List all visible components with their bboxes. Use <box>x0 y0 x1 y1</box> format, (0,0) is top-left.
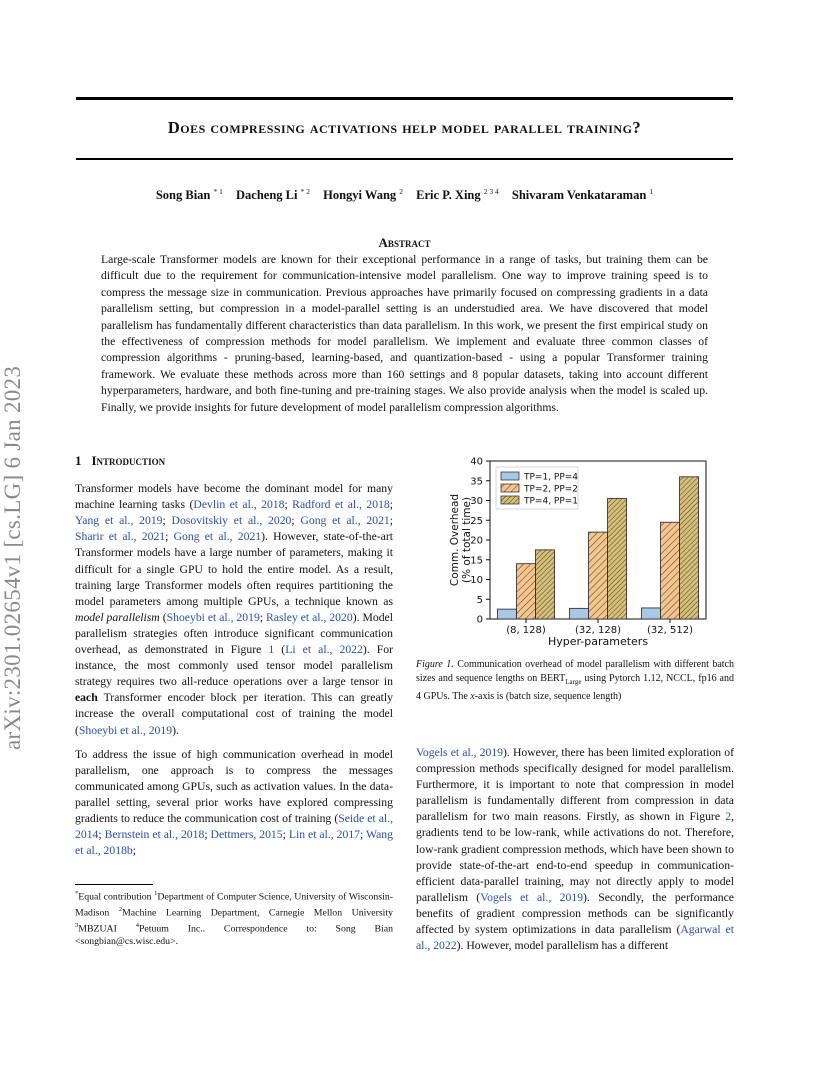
chart-legend <box>496 467 578 509</box>
citation-link[interactable]: Agarwal et al., 2022 <box>416 923 734 953</box>
title-rule-bottom <box>76 158 733 160</box>
figure-reference-link[interactable]: 1 <box>268 643 275 657</box>
citation-link[interactable]: Vogels et al., 2019 <box>416 746 504 759</box>
affiliation-footnote: *Equal contribution $^1$Department of Computer Science, University of Wisconsin-Madison $^2$Machine Learning Department, Carnegie Mellon University $^3$MBZUAI $^4$Petuum Inc.. Correspondence to: Song Bian <songbian@cs.wisc.edu>. <box>75 890 393 947</box>
x-tick-label: (32, 512) <box>647 625 693 636</box>
author-5: Shivaram Venkataraman $^1$ <box>511 187 654 203</box>
citation-link[interactable]: Gong et al., 2021 <box>173 530 262 544</box>
arxiv-identifier-stamp: arXiv:2301.02654v1 [cs.LG] 6 Jan 2023 <box>0 365 25 750</box>
author-3: Hongyi Wang $^2$ <box>323 187 404 203</box>
left-column <box>75 453 393 867</box>
y-tick-label: 5 <box>476 594 483 606</box>
y-tick-label: 40 <box>470 456 483 468</box>
legend-label: TP=2, PP=2 <box>524 484 579 495</box>
emphasis-each: each <box>75 691 98 705</box>
author-1: Song Bian $^{* 1}$ <box>155 187 223 203</box>
citation-link[interactable]: Seide et al., 2014 <box>75 811 393 842</box>
x-tick-label: (32, 128) <box>575 625 621 636</box>
emphasis-model-parallelism: model parallelism <box>75 610 160 624</box>
citation-link[interactable]: Shoeybi et al., 2019 <box>166 610 260 624</box>
legend-label: TP=4, PP=1 <box>524 496 579 507</box>
citation-link[interactable]: Gong et al., 2021 <box>300 514 390 528</box>
figure-reference-link[interactable]: 2 <box>725 810 732 824</box>
legend-swatch <box>501 496 519 504</box>
citation-link[interactable]: Wang et al., 2018b <box>75 828 393 858</box>
y-tick-label: 10 <box>470 575 483 586</box>
bar-3-2 <box>608 499 627 619</box>
citation-link[interactable]: Shoeybi et al., 2019 <box>78 723 173 737</box>
bar-1-1 <box>498 609 517 619</box>
footnote-rule <box>75 884 153 885</box>
section-heading-introduction: 1 Introduction <box>75 453 166 468</box>
author-4: Eric P. Xing $^{2 3 4}$ <box>416 187 499 203</box>
citation-link[interactable]: Sharir et al., 2021 <box>75 530 166 544</box>
citation-link[interactable]: Devlin et al., 2018 <box>193 498 285 512</box>
intro-paragraph-1: Transformer models have become the dominant model for many machine learning tasks (Devlin et al., 2018; Radford et al., 2018; Yang et al., 2019; Dosovitskiy et al., 2020; Gong et al., 2021; Sharir et al., 2021; Gong et al., 2021). However, state-of-the-art Transformer models have a large number of parameters, making it difficult for a single GPU to hold the entire model. As a result, training large Transformer models often requires partitioning the model parameters among multiple GPUs, a technique known as model parallelism (Shoeybi et al., 2019; Rasley et al., 2020). Model parallelism strategies often introduce significant communication overhead, as demonstrated in Figure 1 (Li et al., 2022). For instance, the most commonly used tensor model parallelism strategy requires two all-reduce operations over a large tensor in each Transformer encoder block per iteration. This can greatly increase the overall computational cost of training the model (Shoeybi et al., 2019). <box>75 482 394 737</box>
author-2: Dacheng Li $^{* 2}$ <box>236 187 310 203</box>
bar-2-3 <box>661 522 680 619</box>
intro-paragraph-2: To address the issue of high communication overhead in model parallelism, one approach is to compress the messages communicated among GPUs, such as activation values. In the data-parallel setting, several prior works have explored compressing gradients to reduce the communication cost of training (Seide et al., 2014; Bernstein et al., 2018; Dettmers, 2015; Lin et al., 2017; Wang et al., 2018b; <box>75 747 393 858</box>
y-axis-label-line-1: Comm. Overhead <box>449 493 461 587</box>
legend-label: TP=1, PP=4 <box>524 472 579 483</box>
title-rule-top <box>76 97 733 100</box>
bar-3-3 <box>680 477 699 619</box>
figure-1-caption: Figure 1. Communication overhead of model parallelism with different batch sizes and sequence lengths on $BERT_{Large}$ using Pytorch 1.12, NCCL, fp16 and 4 GPUs. The x-axis is (batch size, sequence length) <box>416 659 734 702</box>
citation-link[interactable]: Dettmers, 2015 <box>210 828 283 842</box>
y-tick-label: 35 <box>470 476 483 488</box>
bar-chart <box>416 452 734 652</box>
right-paragraph: Vogels et al., 2019). However, there has been limited exploration of compression methods specifically designed for model parallelism. Furthermore, it is important to note that compression in model parallelism is fundamentally different from compression in data parallelism for two main reasons. Firstly, as shown in Figure 2, gradients tend to be low-rank, while activations do not. Therefore, low-rank gradient compression methods, which have been shown to provide state-of-the-art end-to-end speedup in communication-efficient data-parallel training, may not directly apply to model parallelism (Vogels et al., 2019). Secondly, the performance benefits of gradient compression methods can be significantly affected by system optimizations in data parallelism (Agarwal et al., 2022). However, model parallelism has a different <box>416 746 734 953</box>
legend-swatch <box>501 484 519 492</box>
x-tick-label: (8, 128) <box>506 625 546 636</box>
bar-1-3 <box>642 608 661 619</box>
abstract-heading: Abstract <box>378 235 431 250</box>
citation-link[interactable]: Yang et al., 2019 <box>75 514 163 528</box>
y-tick-label: 15 <box>470 555 483 567</box>
citation-link[interactable]: Lin et al., 2017 <box>288 828 361 842</box>
citation-link[interactable]: Li et al., 2022 <box>285 643 363 657</box>
y-tick-label: 0 <box>476 614 483 626</box>
paper-title: Does compressing activations help model parallel training? <box>167 118 642 137</box>
right-column <box>416 745 734 962</box>
bar-1-2 <box>570 608 589 619</box>
y-tick-label: 25 <box>470 515 483 527</box>
legend-swatch <box>501 472 519 480</box>
author-list <box>76 187 733 203</box>
citation-link[interactable]: Dosovitskiy et al., 2020 <box>171 514 292 528</box>
figure-1-chart <box>416 452 734 652</box>
bar-3-1 <box>536 550 555 619</box>
y-tick-label: 30 <box>470 496 483 507</box>
citation-link[interactable]: Bernstein et al., 2018 <box>104 828 205 842</box>
y-tick-label: 20 <box>470 535 483 547</box>
x-axis-label: Hyper-parameters <box>547 635 649 648</box>
y-axis-label-line-2: (% of total time) <box>461 496 473 584</box>
citation-link[interactable]: Radford et al., 2018 <box>292 498 390 512</box>
citation-link[interactable]: Vogels et al., 2019 <box>480 890 584 904</box>
abstract-text: Large-scale Transformer models are known for their exceptional performance in a range of tasks, but training them can be difficult due to the requirement for communication-intensive model parallelism. One way to improve training speed is to compress the message size in communication. Previous approaches have primarily focused on compressing gradients in a data parallelism setting, but compression in a model-parallel setting is an understudied area. We have discovered that model parallelism has fundamentally different characteristics than data parallelism. In this work, we present the first empirical study on the effectiveness of compression methods for model parallelism. We implement and evaluate three common classes of compression algorithms - pruning-based, learning-based, and quantization-based - using a popular Transformer training framework. We evaluate these methods across more than 160 settings and 8 popular datasets, taking into account different hyperparameters, hardware, and both fine-tuning and pre-training stages. We also provide analysis when the model is scaled up. Finally, we provide insights for future development of model parallelism compression algorithms. <box>101 253 708 414</box>
citation-link[interactable]: Rasley et al., 2020 <box>266 610 353 624</box>
bar-2-2 <box>589 532 608 619</box>
bar-2-1 <box>517 564 536 619</box>
